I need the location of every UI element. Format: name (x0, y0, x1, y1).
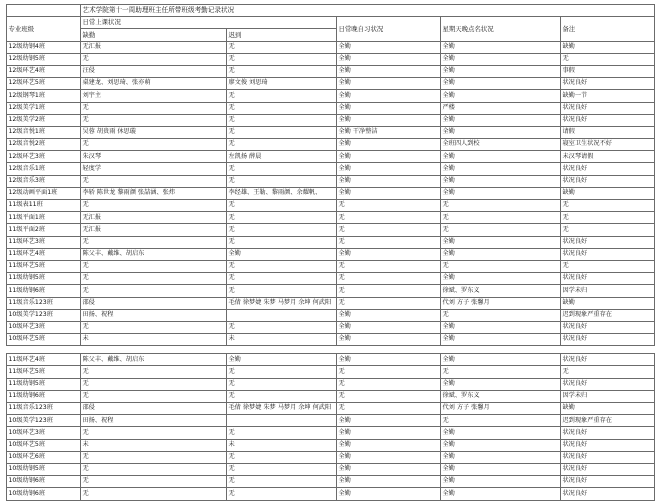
table-cell: 11级环艺4班 (7, 354, 81, 366)
table-cell: 全勤 (337, 151, 441, 163)
table-cell: 无汇报 (81, 41, 227, 53)
table-cell: 全勤 (227, 354, 337, 366)
table-cell: 10级环艺3班 (7, 427, 81, 439)
table-cell: 无 (227, 114, 337, 126)
table-cell: 无 (227, 488, 337, 500)
table-cell: 无 (227, 236, 337, 248)
table-row (7, 354, 655, 366)
table-cell: 刘宇主 (81, 90, 227, 102)
table-cell: 无 (227, 273, 337, 285)
table-cell: 状况良好 (561, 102, 655, 114)
table-cell: 无 (81, 236, 227, 248)
table-cell: 状况良好 (561, 354, 655, 366)
table-cell: 无 (337, 285, 441, 297)
table-cell: 全勤 (337, 114, 441, 126)
table-cell: 未 (227, 334, 337, 346)
table-cell: 全勤 (337, 163, 441, 175)
table-row (7, 78, 655, 90)
table-cell: 状况良好 (561, 476, 655, 488)
table-cell (227, 309, 337, 321)
table-cell: 缺勤 (561, 297, 655, 309)
table-row (7, 163, 655, 175)
table-cell: 全勤 (337, 187, 441, 199)
table-cell: 无 (81, 366, 227, 378)
table-cell: 11级音乐123班 (7, 297, 81, 309)
table-cell: 无汇报 (81, 224, 227, 236)
table-cell: 无 (227, 260, 337, 272)
table-cell: 缺勤 (561, 41, 655, 53)
table-cell: 无 (81, 285, 227, 297)
table-cell: 全勤 (337, 41, 441, 53)
table-cell: 无 (337, 200, 441, 212)
table-cell: 代刘 方子 张馨月 (441, 297, 561, 309)
table-cell: 10级环艺5班 (7, 334, 81, 346)
table-cell: 无 (81, 200, 227, 212)
table-cell: 10级环艺5班 (7, 439, 81, 451)
table-cell: 全勤 (337, 309, 441, 321)
document-title: 艺术学院第十一周助理班主任所带班级考勤记录状况 (81, 5, 655, 17)
table-cell: 无 (227, 427, 337, 439)
table-cell: 全勤 (337, 427, 441, 439)
table-cell: 11级环艺3班 (7, 236, 81, 248)
table-cell: 状况良好 (561, 163, 655, 175)
table-row (7, 175, 655, 187)
table-cell: 10级幼钢6班 (7, 476, 81, 488)
table-cell: 朱汉琴 (81, 151, 227, 163)
table-cell: 无汇报 (81, 212, 227, 224)
table-row (7, 451, 655, 463)
table-cell: 状况良好 (561, 273, 655, 285)
attendance-table-continued (6, 353, 655, 500)
table-cell: 未 (81, 334, 227, 346)
table-cell: 左凯扬 薛晨 (227, 151, 337, 163)
table-body-block2 (7, 354, 655, 500)
table-cell: 无 (441, 200, 561, 212)
table-cell: 全勤 (441, 248, 561, 260)
table-cell: 全勤 (441, 163, 561, 175)
table-cell: 11级环艺5班 (7, 260, 81, 272)
table-cell: 田扬、祝程 (81, 415, 227, 427)
table-cell: 无 (561, 366, 655, 378)
table-cell: 全勤 (441, 354, 561, 366)
table-cell: 无 (81, 427, 227, 439)
table-cell: 无 (81, 139, 227, 151)
table-cell: 无 (337, 236, 441, 248)
table-cell: 全勤 (441, 427, 561, 439)
table-cell: 缺勤 (561, 403, 655, 415)
table-cell: 无 (81, 260, 227, 272)
table-cell: 状况良好 (561, 175, 655, 187)
table-row (7, 415, 655, 427)
table-cell: 陈父丰、戴维、胡启东 (81, 248, 227, 260)
table-cell: 11级幼钢5班 (7, 378, 81, 390)
table-row (7, 53, 655, 65)
table-cell: 12级环艺5班 (7, 78, 81, 90)
table-cell: 无 (81, 451, 227, 463)
table-body-block1 (7, 41, 655, 346)
table-cell: 无 (227, 200, 337, 212)
table-cell: 无 (81, 175, 227, 187)
table-cell: 12级钢琴1班 (7, 90, 81, 102)
table-cell: 11级环艺5班 (7, 366, 81, 378)
table-row (7, 439, 655, 451)
table-cell: 全勤 (337, 321, 441, 333)
table-cell: 无 (227, 476, 337, 488)
title-spacer (7, 5, 81, 17)
table-cell: 全勤 干净整洁 (337, 126, 441, 138)
table-cell: 11级环艺4班 (7, 248, 81, 260)
table-cell: 无 (337, 366, 441, 378)
table-cell: 12级音乐3班 (7, 175, 81, 187)
table-cell: 无 (81, 273, 227, 285)
table-cell: 10级幼钢6班 (7, 488, 81, 500)
table-cell: 11级平面2班 (7, 224, 81, 236)
table-cell: 全勤 (441, 321, 561, 333)
table-cell: 全勤 (337, 334, 441, 346)
table-row (7, 65, 655, 77)
table-cell: 无 (337, 390, 441, 402)
table-cell: 无 (337, 212, 441, 224)
table-cell: 全勤 (337, 463, 441, 475)
table-cell: 陈父丰、戴维、胡启东 (81, 354, 227, 366)
table-cell: 12级美学2班 (7, 114, 81, 126)
col-header-daily-class: 日常上课状况 (81, 17, 337, 29)
table-row (7, 236, 655, 248)
block-divider (6, 346, 654, 353)
table-cell: 状况良好 (561, 248, 655, 260)
table-row (7, 224, 655, 236)
table-row (7, 297, 655, 309)
table-cell: 无 (227, 175, 337, 187)
col-header-class: 专业班级 (7, 17, 81, 41)
table-cell: 徐斌、罗东义 (441, 285, 561, 297)
table-cell: 无 (337, 403, 441, 415)
table-cell: 寝室卫生状况不好 (561, 139, 655, 151)
table-cell: 12级幼钢4班 (7, 41, 81, 53)
table-cell: 全勤 (441, 65, 561, 77)
table-cell: 全勤 (337, 139, 441, 151)
table-cell: 无 (227, 102, 337, 114)
table-row (7, 427, 655, 439)
table-cell: 无 (227, 212, 337, 224)
table-row (7, 463, 655, 475)
table-row (7, 334, 655, 346)
table-cell: 无 (561, 53, 655, 65)
table-row (7, 321, 655, 333)
table-cell: 无 (81, 321, 227, 333)
table-cell: 全勤 (337, 415, 441, 427)
table-cell: 全勤 (337, 439, 441, 451)
table-cell: 无 (227, 41, 337, 53)
table-cell: 10级幼钢5班 (7, 463, 81, 475)
table-cell: 无 (337, 224, 441, 236)
table-row (7, 488, 655, 500)
table-cell: 未汉琴请假 (561, 151, 655, 163)
table-cell: 因学未归 (561, 390, 655, 402)
table-row (7, 114, 655, 126)
table-cell: 迟到现象严重存在 (561, 415, 655, 427)
table-row (7, 151, 655, 163)
table-cell: 李经雄、王勒、黎雨颜、余耀帆、 (227, 187, 337, 199)
table-cell: 无 (441, 224, 561, 236)
table-cell: 毛倩 徐梦婕 朱梦 马梦月 余坤 何武阳 (227, 403, 337, 415)
table-cell: 全勤 (441, 175, 561, 187)
table-cell: 11级音乐123班 (7, 403, 81, 415)
table-row (7, 200, 655, 212)
table-cell: 12级音乐1班 (7, 163, 81, 175)
table-cell: 全勤 (441, 451, 561, 463)
table-cell: 无 (227, 321, 337, 333)
table-cell: 12级幼钢5班 (7, 53, 81, 65)
table-cell: 毛倩 徐梦婕 朱梦 马梦月 余坤 何武阳 (227, 297, 337, 309)
table-row (7, 260, 655, 272)
table-cell: 全勤 (441, 476, 561, 488)
table-cell: 无 (227, 463, 337, 475)
table-cell: 无 (337, 273, 441, 285)
table-cell: 无 (441, 260, 561, 272)
table-row (7, 476, 655, 488)
col-header-evening-study: 日常晚自习状况 (337, 17, 441, 41)
table-cell: 无 (337, 297, 441, 309)
table-cell: 全勤 (441, 187, 561, 199)
table-cell: 无 (561, 200, 655, 212)
table-cell: 无 (441, 415, 561, 427)
table-cell: 无 (227, 285, 337, 297)
table-row (7, 139, 655, 151)
table-cell: 无 (441, 309, 561, 321)
table-cell: 11级平面1班 (7, 212, 81, 224)
table-cell: 11级幼钢6班 (7, 285, 81, 297)
table-cell: 无 (227, 390, 337, 402)
table-cell: 迟到现象严重存在 (561, 309, 655, 321)
table-cell: 全勤 (441, 151, 561, 163)
table-cell: 无 (227, 366, 337, 378)
table-cell: 缺勤 (561, 187, 655, 199)
table-row (7, 248, 655, 260)
table-cell: 请假 (561, 126, 655, 138)
table-row (7, 366, 655, 378)
table-cell: 12级环艺4班 (7, 65, 81, 77)
table-cell: 无 (227, 126, 337, 138)
table-cell (227, 415, 337, 427)
table-cell: 12级音悦2班 (7, 139, 81, 151)
table-cell: 无 (227, 65, 337, 77)
table-cell: 无 (81, 378, 227, 390)
title-row (7, 5, 655, 17)
subcol-header-late: 迟到 (227, 29, 337, 41)
table-cell: 无 (227, 90, 337, 102)
table-cell: 全勤 (337, 248, 441, 260)
table-cell: 全勤 (337, 488, 441, 500)
table-cell: 全勤 (441, 273, 561, 285)
table-cell: 全勤 (337, 90, 441, 102)
table-cell: 轻度学 (81, 163, 227, 175)
table-cell: 全勤 (441, 439, 561, 451)
table-row (7, 41, 655, 53)
table-cell: 全勤 (337, 476, 441, 488)
table-row (7, 102, 655, 114)
table-cell: 无 (561, 260, 655, 272)
table-row (7, 309, 655, 321)
table-cell: 12级环艺3班 (7, 151, 81, 163)
table-cell: 李轿 陈世龙 黎雨颜 张喆涵、张炜 (81, 187, 227, 199)
table-cell: 10级美学123班 (7, 415, 81, 427)
table-cell: 无 (227, 53, 337, 65)
table-row (7, 390, 655, 402)
table-cell: 12级美学1班 (7, 102, 81, 114)
table-row (7, 90, 655, 102)
table-cell: 状况良好 (561, 427, 655, 439)
table-cell: 状况良好 (561, 236, 655, 248)
table-cell: 事假 (561, 65, 655, 77)
table-cell: 全勤 (441, 53, 561, 65)
table-cell: 10级环艺3班 (7, 321, 81, 333)
table-cell: 无 (227, 378, 337, 390)
attendance-table (6, 4, 655, 346)
table-cell: 全勤 (441, 463, 561, 475)
table-cell: 全勤 (337, 175, 441, 187)
table-cell: 无 (561, 224, 655, 236)
table-cell: 全勤 (441, 488, 561, 500)
table-cell: 廖文俊 刘思琦 (227, 78, 337, 90)
table-cell: 吴蓉 胡贵雨 休思璇 (81, 126, 227, 138)
col-header-remarks: 备注 (561, 17, 655, 41)
table-cell: 缺勤一节 (561, 90, 655, 102)
table-cell: 11级幼钢5班 (7, 273, 81, 285)
table-cell: 无 (337, 378, 441, 390)
table-cell: 全勤 (441, 334, 561, 346)
table-cell: 邵侵 (81, 403, 227, 415)
table-cell: 汪侵 (81, 65, 227, 77)
table-cell: 无 (81, 53, 227, 65)
table-cell: 未 (227, 439, 337, 451)
table-cell: 无 (227, 451, 337, 463)
table-cell: 因学未归 (561, 285, 655, 297)
table-cell: 全勤 (441, 41, 561, 53)
table-cell: 无 (561, 212, 655, 224)
table-cell: 无 (227, 224, 337, 236)
table-cell: 无 (441, 212, 561, 224)
table-cell: 状况良好 (561, 334, 655, 346)
table-cell: 未 (81, 439, 227, 451)
table-row (7, 403, 655, 415)
table-cell: 无 (227, 139, 337, 151)
table-cell: 全勤 (337, 53, 441, 65)
table-row (7, 187, 655, 199)
header-row (7, 17, 655, 29)
table-cell: 11级表11班 (7, 200, 81, 212)
table-cell: 邵侵 (81, 297, 227, 309)
table-cell: 状况良好 (561, 78, 655, 90)
table-cell: 全勤 (227, 248, 337, 260)
table-cell: 无 (81, 488, 227, 500)
table-cell: 状况良好 (561, 321, 655, 333)
table-cell: 10级美学123班 (7, 309, 81, 321)
table-cell: 严楼 (441, 102, 561, 114)
table-cell: 田扬、祝程 (81, 309, 227, 321)
table-row (7, 212, 655, 224)
table-cell: 状况良好 (561, 451, 655, 463)
table-cell: 桌建龙、刘思琦、张亦萌 (81, 78, 227, 90)
table-cell: 全勤 (337, 354, 441, 366)
table-cell: 代刘 方子 张馨月 (441, 403, 561, 415)
table-row (7, 273, 655, 285)
table-cell: 全勤 (441, 114, 561, 126)
table-cell: 无 (337, 260, 441, 272)
table-row (7, 285, 655, 297)
table-cell: 徐斌、罗东义 (441, 390, 561, 402)
table-cell: 全勤 (441, 126, 561, 138)
table-cell: 无 (81, 390, 227, 402)
table-cell: 全勤 (441, 378, 561, 390)
table-cell: 无 (81, 463, 227, 475)
table-cell: 状况良好 (561, 378, 655, 390)
table-cell: 全班四人到校 (441, 139, 561, 151)
table-cell: 状况良好 (561, 114, 655, 126)
table-cell: 无 (81, 102, 227, 114)
table-cell: 11级幼钢6班 (7, 390, 81, 402)
table-cell: 无 (227, 163, 337, 175)
subcol-header-absent: 缺勤 (81, 29, 227, 41)
col-header-sunday-rollcall: 星期天晚点名状况 (441, 17, 561, 41)
table-row (7, 126, 655, 138)
table-cell: 全勤 (441, 236, 561, 248)
table-row (7, 378, 655, 390)
table-cell: 无 (441, 366, 561, 378)
table-cell: 10级环艺6班 (7, 451, 81, 463)
table-body (7, 5, 655, 42)
table-cell: 全勤 (337, 451, 441, 463)
table-cell: 状况良好 (561, 463, 655, 475)
table-cell: 状况良好 (561, 488, 655, 500)
table-cell: 无 (81, 114, 227, 126)
table-cell: 全勤 (337, 78, 441, 90)
table-cell: 全勤 (337, 102, 441, 114)
table-cell: 全勤 (441, 90, 561, 102)
table-cell: 12级音悦1班 (7, 126, 81, 138)
table-cell: 全勤 (337, 65, 441, 77)
table-cell: 无 (81, 476, 227, 488)
table-cell: 状况良好 (561, 439, 655, 451)
table-cell: 全勤 (441, 78, 561, 90)
table-cell: 12级动画平面1班 (7, 187, 81, 199)
